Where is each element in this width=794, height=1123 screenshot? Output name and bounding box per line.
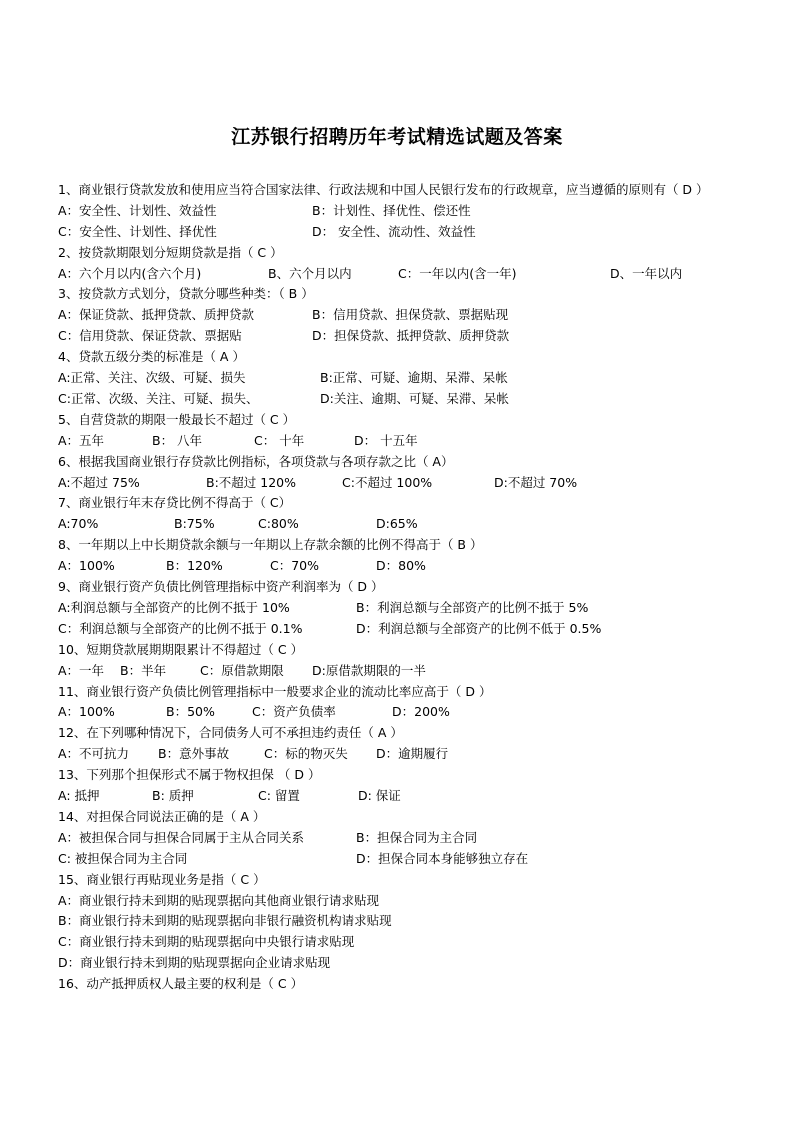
answer-option: A:70% <box>58 516 99 532</box>
question-text: 9、商业银行资产负债比例管理指标中资产利润率为（ D ） <box>58 579 384 595</box>
answer-option: C：一年以内(含一年) <box>398 265 517 281</box>
answer-option: D： 安全性、流动性、效益性 <box>312 223 476 239</box>
answer-option: C：利润总额与全部资产的比例不抵于 0.1% <box>58 620 303 636</box>
question-text: 3、按贷款方式划分，贷款分哪些种类：（ B ） <box>58 286 314 302</box>
answer-option: D：80% <box>376 558 426 574</box>
options-row <box>58 953 738 974</box>
answer-option: A：五年 <box>58 432 105 448</box>
answer-option: C：70% <box>270 558 320 574</box>
answer-option: C: 留置 <box>258 788 300 804</box>
options-row <box>58 702 738 723</box>
answer-option: C：商业银行持未到期的贴现票据向中央银行请求贴现 <box>58 934 355 950</box>
answer-option: D:关注、逾期、可疑、呆滞、呆帐 <box>320 390 509 406</box>
answer-option: A:不超过 75% <box>58 474 140 490</box>
options-row <box>58 514 738 535</box>
question-text: 5、自营贷款的期限一般最长不超过（ C ） <box>58 411 296 427</box>
options-row <box>58 598 738 619</box>
answer-option: D： 十五年 <box>354 432 418 448</box>
question-text: 12、在下列哪种情况下，合同债务人可不承担违约责任（ A ） <box>58 725 403 741</box>
options-row <box>58 661 738 682</box>
answer-option: C: 被担保合同为主合同 <box>58 850 188 866</box>
answer-option: B：信用贷款、担保贷款、票据贴现 <box>312 307 509 323</box>
answer-option: D：200% <box>392 704 450 720</box>
question-text: 7、商业银行年末存贷比例不得高于（ C） <box>58 495 292 511</box>
answer-option: A：一年 <box>58 662 105 678</box>
answer-option: D、一年以内 <box>610 265 683 281</box>
answer-option: C:80% <box>258 516 299 532</box>
answer-option: A：保证贷款、抵押贷款、质押贷款 <box>58 307 255 323</box>
answer-option: C:正常、次级、关注、可疑、损失、 <box>58 390 259 406</box>
question-text: 2、按贷款期限划分短期贷款是指（ C ） <box>58 244 283 260</box>
options-row <box>58 556 738 577</box>
answer-option: C： 十年 <box>254 432 305 448</box>
answer-option: A:利润总额与全部资产的比例不抵于 10% <box>58 599 290 615</box>
options-row <box>58 264 738 285</box>
options-row <box>58 828 738 849</box>
options-row <box>58 368 738 389</box>
options-row <box>58 201 738 222</box>
answer-option: B：商业银行持未到期的贴现票据向非银行融资机构请求贴现 <box>58 913 392 929</box>
answer-option: C：资产负债率 <box>252 704 336 720</box>
answer-option: B：利润总额与全部资产的比例不抵于 5% <box>356 599 589 615</box>
question-text: 8、一年期以上中长期贷款余额与一年期以上存款余额的比例不得高于（ B ） <box>58 537 483 553</box>
question-text: 15、商业银行再贴现业务是指（ C ） <box>58 871 266 887</box>
question-list <box>58 180 738 995</box>
answer-option: A：100% <box>58 558 115 574</box>
answer-option: C：信用贷款、保证贷款、票据贴 <box>58 328 242 344</box>
options-row <box>58 473 738 494</box>
options-row <box>58 619 738 640</box>
question-text: 6、根据我国商业银行存贷款比例指标，各项贷款与各项存款之比（ A） <box>58 453 454 469</box>
options-row <box>58 849 738 870</box>
answer-option: D:65% <box>376 516 418 532</box>
answer-option: A：不可抗力 <box>58 746 130 762</box>
question-text: 14、对担保合同说法正确的是（ A ） <box>58 808 266 824</box>
answer-option: B：计划性、择优性、偿还性 <box>312 202 471 218</box>
answer-option: D：商业银行持未到期的贴现票据向企业请求贴现 <box>58 955 331 971</box>
answer-option: A：被担保合同与担保合同属于主从合同关系 <box>58 829 305 845</box>
options-row <box>58 744 738 765</box>
options-row <box>58 326 738 347</box>
options-row <box>58 911 738 932</box>
answer-option: C:不超过 100% <box>342 474 433 490</box>
answer-option: A：安全性、计划性、效益性 <box>58 202 217 218</box>
answer-option: D:原借款期限的一半 <box>312 662 426 678</box>
answer-option: A：100% <box>58 704 115 720</box>
answer-option: D:不超过 70% <box>494 474 578 490</box>
answer-option: B：50% <box>166 704 215 720</box>
answer-option: D：担保贷款、抵押贷款、质押贷款 <box>312 328 510 344</box>
question-text: 16、动产抵押质权人最主要的权利是（ C ） <box>58 976 304 992</box>
options-row <box>58 932 738 953</box>
answer-option: B：120% <box>166 558 223 574</box>
answer-option: D：逾期履行 <box>376 746 449 762</box>
answer-option: D：担保合同本身能够独立存在 <box>356 850 529 866</box>
answer-option: B： 八年 <box>152 432 203 448</box>
options-row <box>58 222 738 243</box>
answer-option: B、六个月以内 <box>268 265 352 281</box>
answer-option: A: 抵押 <box>58 788 100 804</box>
answer-option: D: 保证 <box>358 788 401 804</box>
answer-option: B：意外事故 <box>158 746 230 762</box>
answer-option: B：半年 <box>120 662 167 678</box>
options-row <box>58 786 738 807</box>
question-text: 13、下列那个担保形式不属于物权担保 （ D ） <box>58 767 321 783</box>
answer-option: B:75% <box>174 516 215 532</box>
answer-option: A:正常、关注、次级、可疑、损失 <box>58 370 246 386</box>
options-row <box>58 305 738 326</box>
answer-option: B：担保合同为主合同 <box>356 829 478 845</box>
options-row <box>58 891 738 912</box>
options-row <box>58 431 738 452</box>
answer-option: B:正常、可疑、逾期、呆滞、呆帐 <box>320 370 508 386</box>
options-row <box>58 389 738 410</box>
answer-option: C：标的物灭失 <box>264 746 348 762</box>
page-title: 江苏银行招聘历年考试精选试题及答案 <box>231 126 563 148</box>
answer-option: C：安全性、计划性、择优性 <box>58 223 217 239</box>
question-text: 10、短期贷款展期期限累计不得超过（ C ） <box>58 641 304 657</box>
answer-option: B:不超过 120% <box>206 474 296 490</box>
answer-option: D：利润总额与全部资产的比例不低于 0.5% <box>356 620 602 636</box>
question-text: 1、商业银行贷款发放和使用应当符合国家法律、行政法规和中国人民银行发布的行政规章，应当遵循的原则有（ D ） <box>58 182 709 197</box>
answer-option: A：商业银行持未到期的贴现票据向其他商业银行请求贴现 <box>58 892 380 908</box>
answer-option: C：原借款期限 <box>200 662 284 678</box>
answer-option: B: 质押 <box>152 788 194 804</box>
question-text: 11、商业银行资产负债比例管理指标中一般要求企业的流动比率应高于（ D ） <box>58 683 492 699</box>
answer-option: A：六个月以内(含六个月) <box>58 265 202 281</box>
question-text: 4、贷款五级分类的标准是（ A ） <box>58 349 245 365</box>
